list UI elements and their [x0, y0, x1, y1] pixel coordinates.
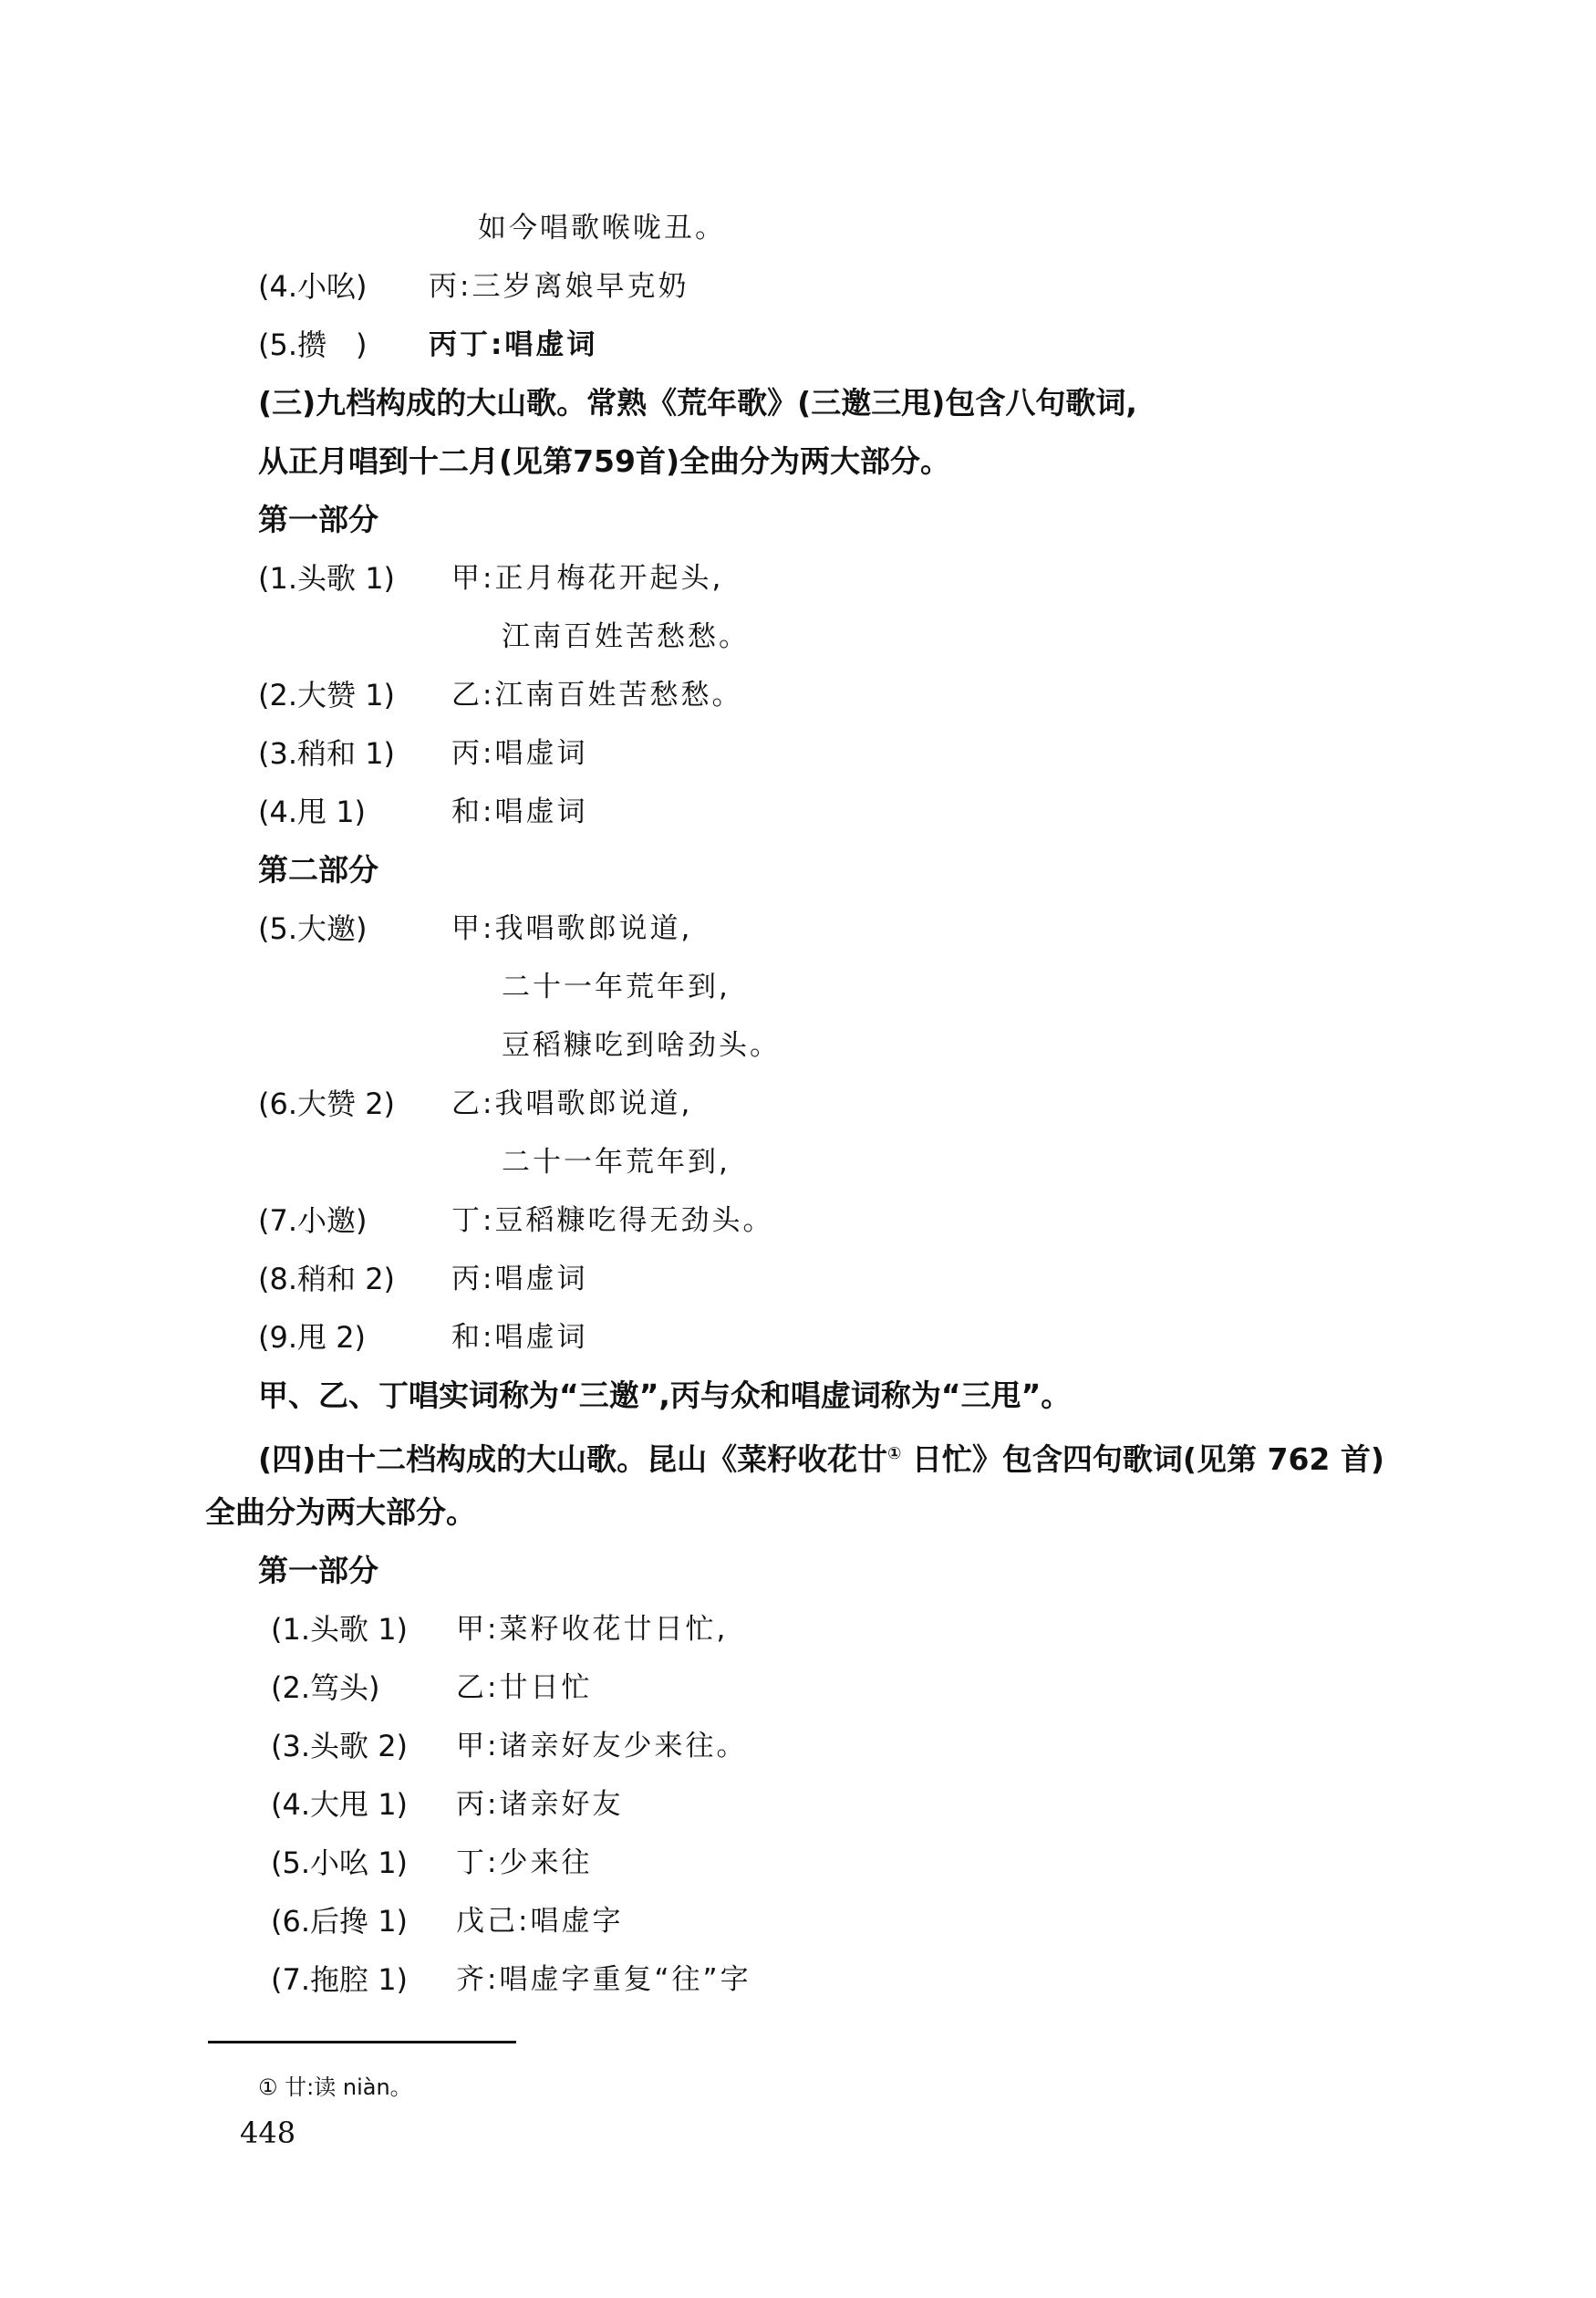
- row-text: 丙:唱虚词: [451, 737, 588, 770]
- row-label: (4.大甩 1): [271, 1787, 409, 1822]
- row-text: 甲:正月梅花开起头,: [451, 562, 724, 595]
- row-label: (1.头歌 1): [271, 1612, 409, 1647]
- row-text: 甲:诸亲好友少来往。: [456, 1730, 748, 1762]
- row-label: (7.小邀): [258, 1203, 368, 1238]
- row-label: (4.甩 1): [258, 795, 367, 829]
- footnote: ① 廿:读 niàn。: [258, 2074, 412, 2100]
- row-label: (1.头歌 1): [258, 561, 396, 596]
- section-intro: 全曲分为两大部分。: [205, 1494, 476, 1530]
- row-label: (2.大赞 1): [258, 678, 396, 712]
- row-label: (5.大邀): [258, 911, 368, 946]
- row-text: 丙:三岁离娘早克奶: [429, 270, 689, 303]
- row-text: 丙丁:唱虚词: [429, 328, 598, 361]
- part-heading: 第一部分: [258, 502, 378, 537]
- row-text: 乙:我唱歌郎说道,: [451, 1087, 693, 1120]
- section-intro-part-a: (四)由十二档构成的大山歌。昆山《菜籽收花廿: [258, 1441, 888, 1477]
- row-text: 丙:诸亲好友: [456, 1788, 624, 1821]
- part-heading: 第一部分: [258, 1553, 378, 1588]
- row-label: (9.甩 2): [258, 1320, 367, 1355]
- section-intro: [258, 1436, 1384, 1478]
- row-text: 丁:豆稻糠吃得无劲头。: [451, 1204, 774, 1237]
- lyric-continuation: 二十一年荒年到,: [502, 1146, 731, 1179]
- row-text: 甲:我唱歌郎说道,: [451, 912, 693, 945]
- lyric-continuation: 豆稻糠吃到啥劲头。: [502, 1029, 781, 1062]
- page-number: 448: [240, 2116, 296, 2150]
- section-intro-part-b: 日忙》包含四句歌词(见第 762 首): [901, 1441, 1384, 1477]
- part-heading: 第二部分: [258, 852, 378, 888]
- section-intro: (三)九档构成的大山歌。常熟《荒年歌》(三邀三甩)包含八句歌词,: [258, 385, 1137, 421]
- row-label: (6.大赞 2): [258, 1087, 396, 1121]
- row-label: (4.小吆): [258, 269, 368, 304]
- row-text: 甲:菜籽收花廿日忙,: [456, 1613, 729, 1646]
- section-intro: 从正月唱到十二月(见第759首)全曲分为两大部分。: [258, 443, 951, 479]
- row-label: (8.稍和 2): [258, 1262, 396, 1296]
- row-label: (3.稍和 1): [258, 736, 396, 771]
- row-text: 乙:廿日忙: [456, 1671, 593, 1704]
- row-text: 和:唱虚词: [451, 795, 588, 828]
- footnote-marker: ①: [887, 1444, 902, 1463]
- lyric-continuation: 如今唱歌喉咙丑。: [478, 212, 726, 244]
- summary-line: 甲、乙、丁唱实词称为“三邀”,丙与众和唱虚词称为“三甩”。: [258, 1378, 1072, 1413]
- row-label: (7.拖腔 1): [271, 1962, 409, 1997]
- lyric-continuation: 江南百姓苦愁愁。: [502, 620, 750, 653]
- row-text: 乙:江南百姓苦愁愁。: [451, 679, 743, 712]
- row-text: 齐:唱虚字重复“往”字: [456, 1963, 751, 1996]
- row-label: (6.后搀 1): [271, 1904, 409, 1939]
- row-text: 丙:唱虚词: [451, 1263, 588, 1295]
- row-label: (5.攒 ): [258, 328, 368, 362]
- lyric-continuation: 二十一年荒年到,: [502, 971, 731, 1003]
- footnote-divider: [208, 2041, 516, 2043]
- row-label: (2.笃头): [271, 1670, 380, 1705]
- row-label: (3.头歌 2): [271, 1729, 409, 1763]
- row-text: 和:唱虚词: [451, 1321, 588, 1354]
- row-text: 丁:少来往: [456, 1846, 593, 1879]
- row-text: 戊己:唱虚字: [456, 1905, 624, 1938]
- row-label: (5.小吆 1): [271, 1846, 409, 1880]
